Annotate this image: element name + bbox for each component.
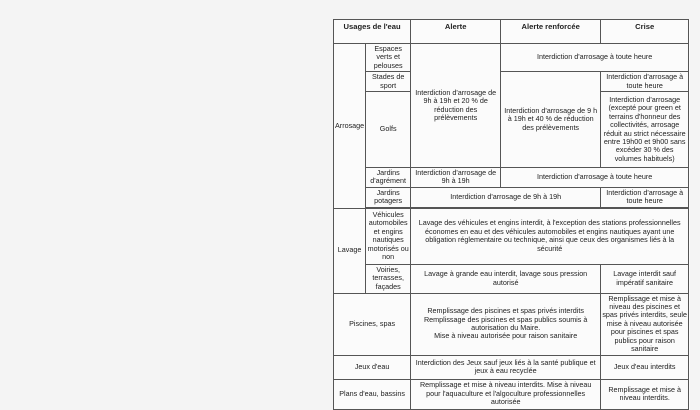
- usage-plans: Plans d'eau, bassins: [334, 379, 411, 409]
- header-row: [334, 20, 689, 44]
- piscines-rule-line-3: Mise à niveau autorisée pour raison sanitaire: [434, 331, 578, 341]
- piscines-rule-line-2: Remplissage des piscines et spas publics soumis à autorisation du Maire.: [423, 314, 588, 333]
- header-alerte: Alerte: [411, 20, 501, 44]
- table-row: [334, 379, 689, 409]
- jardins-potagers-crise-rule: Interdiction d'arrosage à toute heure: [601, 187, 689, 207]
- usage-jeux: Jeux d'eau: [334, 355, 411, 379]
- piscines-rule: [411, 293, 601, 355]
- jeux-rule: Interdiction des Jeux sauf jeux liés à la santé publique et jeux à eau recyclée: [411, 355, 601, 379]
- jardins-agrement-rule: Interdiction d'arrosage à toute heure: [501, 168, 689, 188]
- header-alerte-renforcee: Alerte renforcée: [501, 20, 601, 44]
- jardins-agrement-alerte-rule: Interdiction d'arrosage de 9h à 19h: [411, 168, 501, 188]
- arrosage-alerte-rule: Interdiction d'arrosage de 9h à 19h et 20 % de réduction des prélèvements: [411, 44, 501, 168]
- category-lavage: Lavage: [334, 208, 366, 293]
- usage-jardins-potagers: Jardins potagers: [366, 187, 411, 207]
- voiries-crise-rule: Lavage interdit sauf impératif sanitaire: [601, 264, 689, 293]
- usage-stades: Stades de sport: [366, 72, 411, 92]
- usage-voiries: Voiries, terrasses, façades: [366, 264, 411, 293]
- piscines-rule-line-1: Remplissage des piscines et spas privés interdits: [427, 306, 584, 316]
- usage-piscines: Piscines, spas: [334, 293, 411, 355]
- header-usages: Usages de l'eau: [334, 20, 411, 44]
- table-row: [334, 208, 689, 264]
- jardins-potagers-rule: Interdiction d'arrosage de 9h à 19h: [411, 187, 601, 207]
- table-row: [334, 187, 689, 207]
- table-row: [334, 72, 689, 92]
- piscines-crise-rule: Remplissage et mise à niveau des piscines et spas privés interdits, seule mise à niveau autorisée pour piscines et spas publics pour raison sanitaire: [602, 293, 688, 354]
- plans-rule: Remplissage et mise à niveau interdits. Mise à niveau pour l'aquaculture et l'algoculture professionnelles autorisée: [411, 379, 601, 409]
- table-row: [334, 44, 689, 72]
- usage-jardins-agrement: Jardins d'agrément: [366, 168, 411, 188]
- usage-golfs: Golfs: [366, 92, 411, 168]
- table-row: [334, 264, 689, 293]
- vehicules-rule: Lavage des véhicules et engins interdit, à l'exception des stations professionnelles économes en eau et des véhicules automobiles et engins nautiques ayant une obligation réglementaire ou technique, ainsi que ceux des organismes liés à la sécurité: [411, 208, 689, 264]
- usage-vehicules: Véhicules automobiles et engins nautiques motorisés ou non: [366, 208, 411, 264]
- voiries-rule: Lavage à grande eau interdit, lavage sous pression autorisé: [411, 264, 601, 293]
- jeux-crise-rule: Jeux d'eau interdits: [601, 355, 689, 379]
- header-crise: Crise: [601, 20, 689, 44]
- espaces-verts-rule: Interdiction d'arrosage à toute heure: [501, 44, 689, 72]
- category-arrosage: Arrosage: [334, 44, 366, 209]
- golfs-crise-rule: Interdiction d'arrosage (excepté pour green et terrains d'honneur des collectivités, arrosage réduit au strict nécessaire entre 19h00 et 9h00 sans excéder 30 % des volumes habituels): [601, 92, 689, 168]
- water-restrictions-table: [333, 19, 689, 410]
- plans-crise-rule: Remplissage et mise à niveau interdits.: [601, 379, 689, 409]
- stades-crise-rule: Interdiction d'arrosage à toute heure: [601, 72, 689, 92]
- usage-espaces-verts: Espaces verts et pelouses: [366, 44, 411, 72]
- table-row: [334, 168, 689, 188]
- golfs-renforcee-rule: Interdiction d'arrosage de 9 h à 19h et 40 % de réduction des prélèvements: [501, 72, 601, 168]
- table-row: [334, 355, 689, 379]
- table-row: [334, 293, 689, 355]
